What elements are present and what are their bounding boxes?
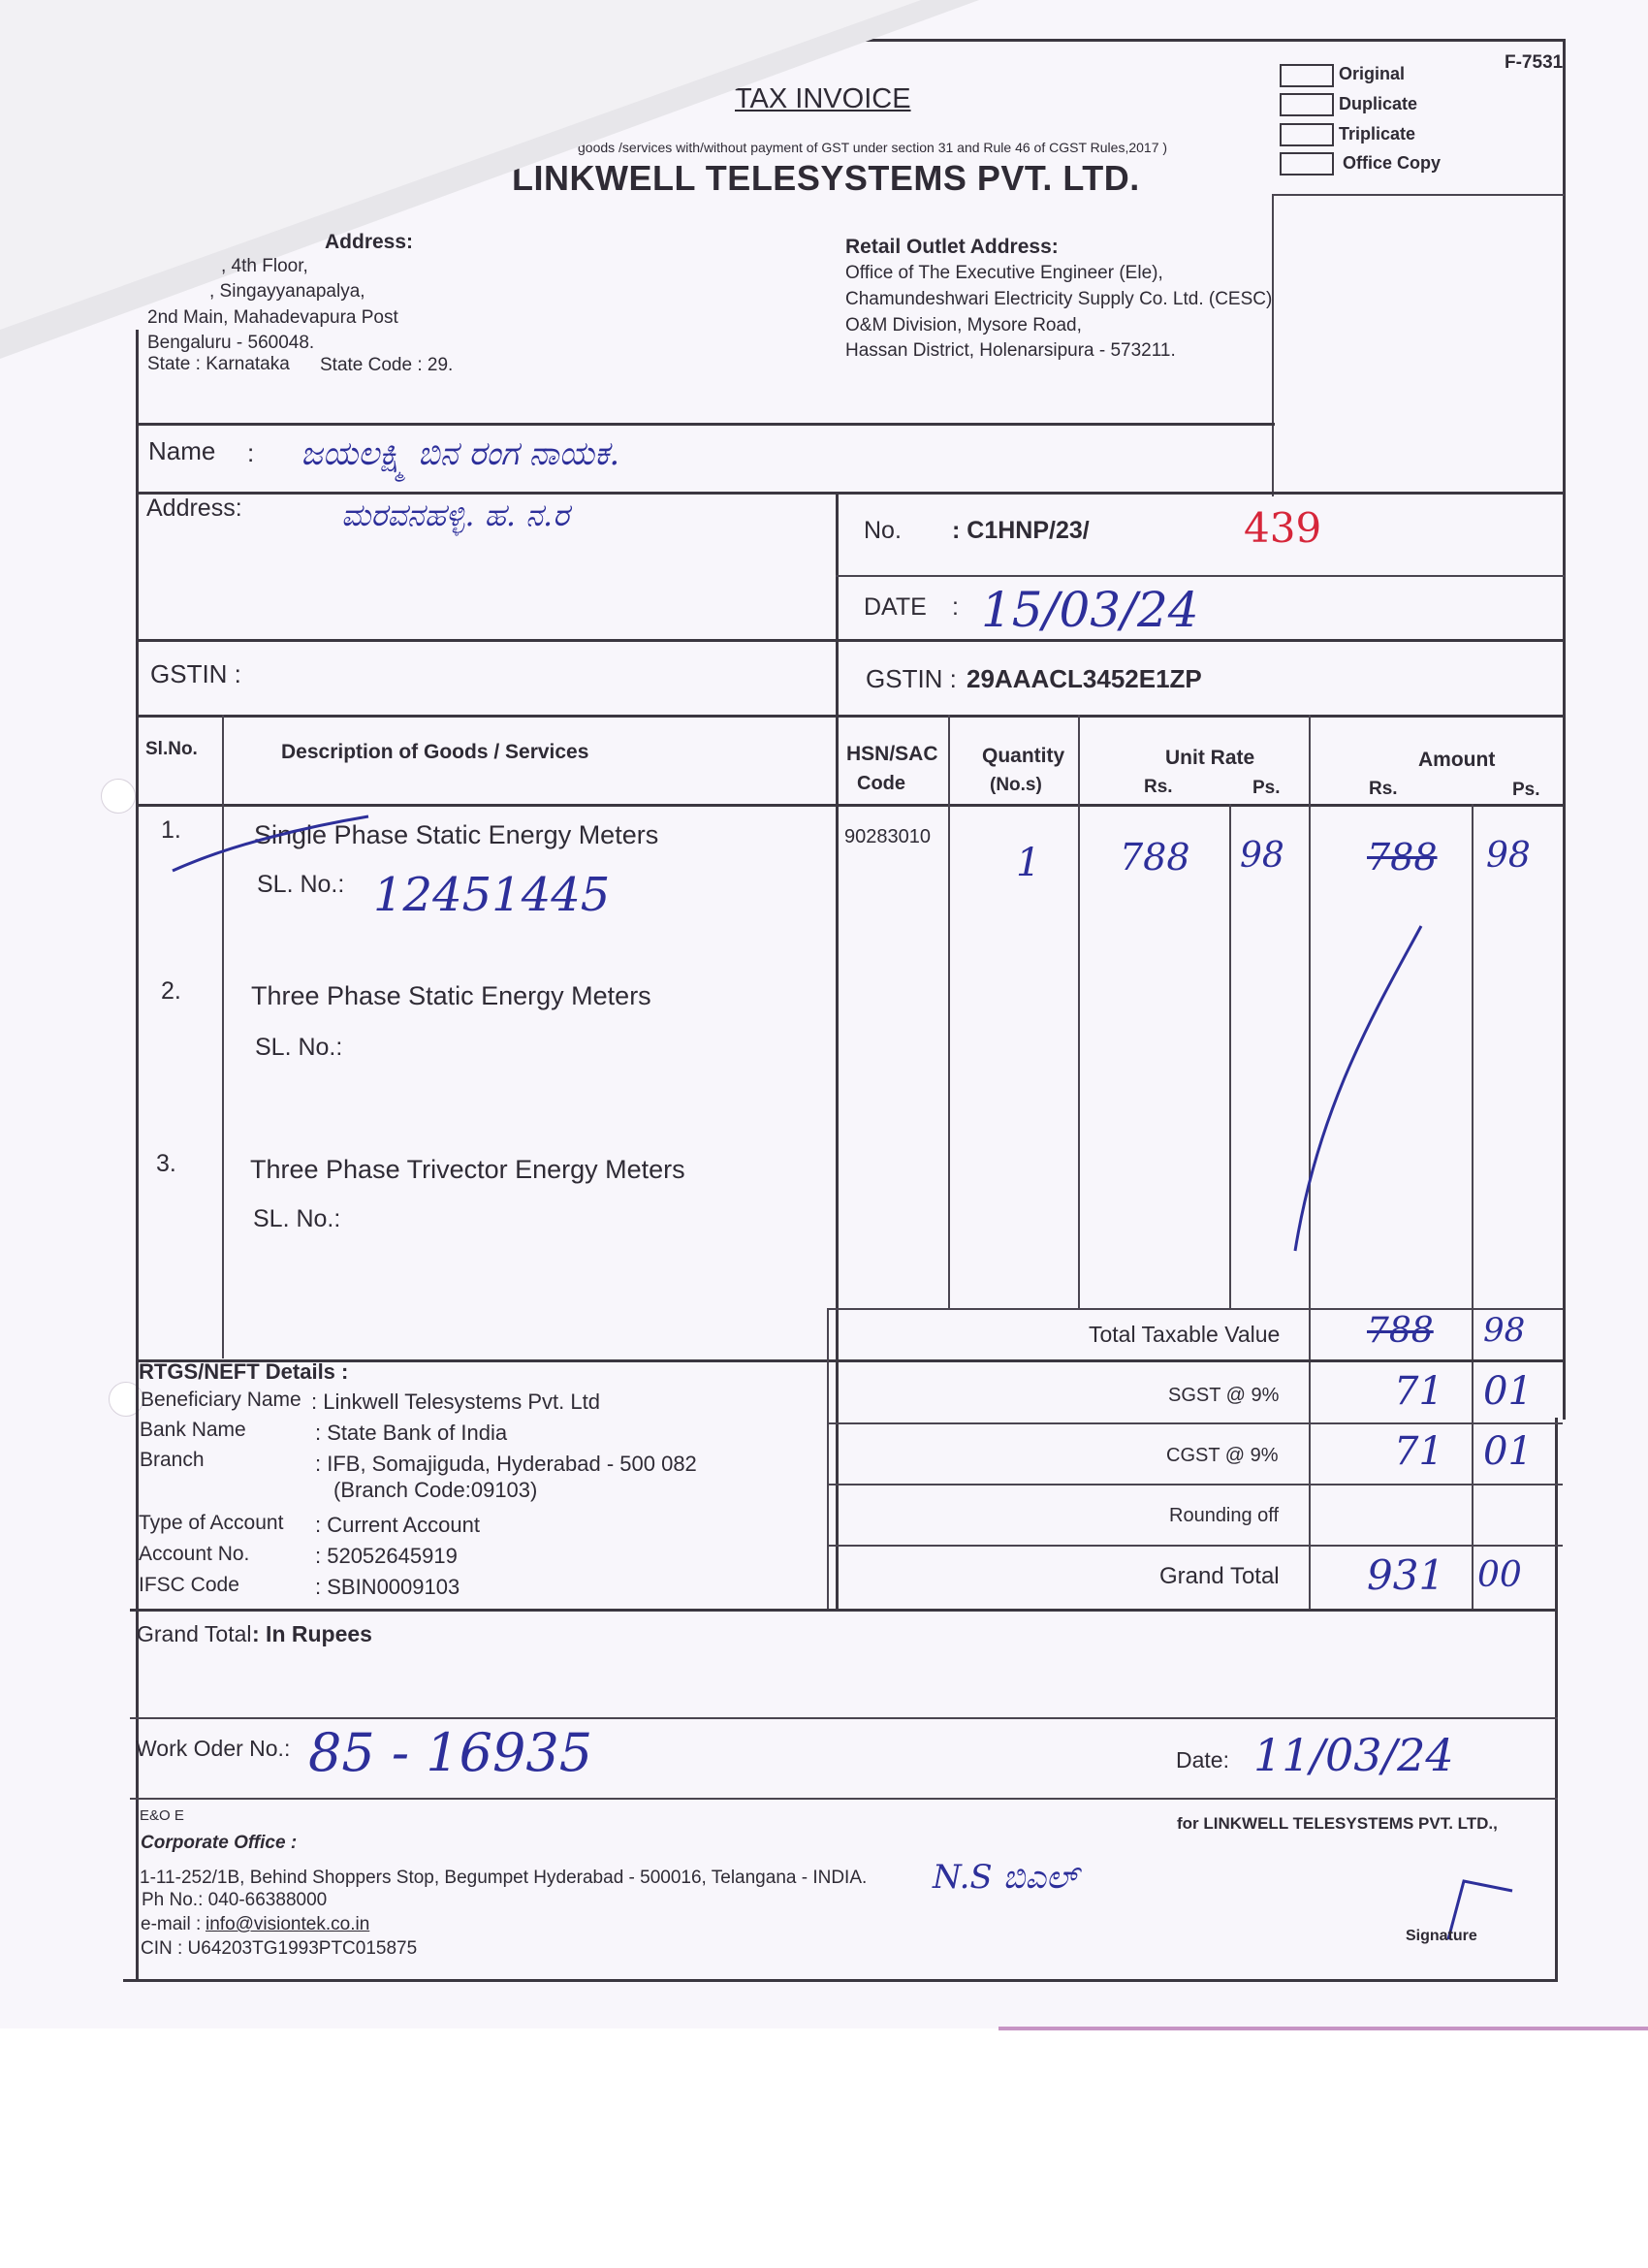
signature-label: Signature	[1406, 1928, 1477, 1944]
total-label: Total Taxable Value	[1089, 1322, 1281, 1347]
row-number: 2.	[161, 977, 181, 1005]
grand-total-ps: 00	[1477, 1555, 1522, 1595]
rule-totals	[829, 1308, 1563, 1310]
row-description: Three Phase Trivector Energy Meters	[250, 1155, 685, 1184]
bank-value: : SBIN0009103	[315, 1575, 460, 1599]
bank-value: : Linkwell Telesystems Pvt. Ltd	[311, 1390, 600, 1414]
bank-value: : State Bank of India	[315, 1421, 508, 1445]
reg-address-line: , 4th Floor,	[221, 256, 308, 276]
rule-totals	[829, 1422, 1563, 1424]
invoice-no-prefix: : C1HNP/23/	[952, 517, 1090, 544]
row-sl-label: SL. No.:	[257, 871, 345, 898]
bank-heading: RTGS/NEFT Details :	[139, 1359, 349, 1384]
sgst-rs: 71	[1394, 1369, 1443, 1414]
row-amt-rs: 788	[1367, 836, 1438, 878]
rule-totals	[829, 1545, 1563, 1547]
work-order-date-value: 11/03/24	[1253, 1729, 1454, 1781]
cin: CIN : U64203TG1993PTC015875	[141, 1938, 418, 1959]
row-description: Single Phase Static Energy Meters	[254, 820, 659, 849]
col-amt-rs: Rs.	[1369, 779, 1398, 799]
rounding-label: Rounding off	[1169, 1505, 1280, 1526]
form-code: F-7531	[1505, 52, 1564, 73]
retail-outlet-line: Chamundeshwari Electricity Supply Co. Ltd. (CESC)	[845, 289, 1273, 309]
reg-address-heading: Address:	[325, 231, 414, 253]
col-amount: Amount	[1418, 749, 1496, 771]
col-hsn: HSN/SAC	[846, 743, 938, 765]
retail-outlet-line: O&M Division, Mysore Road,	[845, 315, 1082, 335]
row-amt-ps: 98	[1486, 836, 1531, 876]
address-label: Address:	[146, 495, 242, 522]
copy-label: Duplicate	[1339, 94, 1418, 113]
work-order-label: Work Oder No.:	[136, 1736, 291, 1761]
work-order-value: 85 - 16935	[308, 1722, 593, 1783]
col-sl: Sl.No.	[145, 739, 198, 759]
bank-value: (Branch Code:09103)	[333, 1478, 538, 1502]
handwritten-note: N.S ಬಿಎಲ್	[933, 1858, 1079, 1897]
col-desc: Description of Goods / Services	[281, 741, 589, 763]
total-rs: 788	[1367, 1311, 1434, 1351]
reg-address-line: , Singayyanapalya,	[209, 281, 365, 302]
row-rate-ps: 98	[1240, 836, 1284, 876]
col-unit-ps: Ps.	[1252, 778, 1281, 798]
col-qty: Quantity	[982, 745, 1065, 767]
eoe: E&O E	[140, 1807, 184, 1824]
corporate-phone: Ph No.: 040-66388000	[142, 1890, 328, 1910]
corporate-office-heading: Corporate Office :	[141, 1833, 298, 1853]
col-rule	[827, 1308, 829, 1612]
buyer-gstin-label: GSTIN :	[150, 659, 241, 688]
bank-label: Bank Name	[140, 1419, 246, 1441]
row-rate-rs: 788	[1120, 836, 1190, 878]
rule-work-order-top	[130, 1717, 1558, 1719]
reg-address-line: Bengaluru - 560048.	[147, 333, 315, 353]
company-name: LINKWELL TELESYSTEMS PVT. LTD.	[512, 158, 1140, 198]
grand-total-words-label: Grand Total	[137, 1621, 252, 1646]
date-colon: :	[952, 593, 959, 621]
row-sl-value: 12451445	[373, 868, 611, 922]
date-label: DATE	[864, 593, 927, 621]
reg-state-code: State Code : 29.	[320, 355, 454, 375]
retail-outlet-line: Hassan District, Holenarsipura - 573211.	[845, 340, 1176, 361]
row-sl-label: SL. No.:	[255, 1034, 343, 1061]
row-number: 1.	[161, 816, 181, 844]
row-number: 3.	[156, 1150, 176, 1177]
cgst-rs: 71	[1394, 1429, 1443, 1474]
grand-total-words-value: : In Rupees	[252, 1621, 372, 1646]
cgst-label: CGST @ 9%	[1166, 1445, 1279, 1466]
copy-label: Original	[1339, 64, 1406, 83]
bank-value: : Current Account	[315, 1513, 480, 1537]
row-sl-label: SL. No.:	[253, 1205, 341, 1232]
reg-state: State : Karnataka	[147, 354, 290, 374]
bank-label: IFSC Code	[139, 1574, 239, 1596]
rule-totals	[829, 1484, 1563, 1485]
seller-gstin-value: 29AAACL3452E1ZP	[967, 664, 1202, 693]
rule-words-top	[130, 1609, 1558, 1612]
bank-label: Beneficiary Name	[141, 1389, 301, 1411]
total-ps: 98	[1483, 1311, 1526, 1350]
bank-label: Account No.	[139, 1543, 250, 1565]
work-order-date-label: Date:	[1176, 1747, 1229, 1773]
grand-total-rs: 931	[1367, 1551, 1445, 1599]
row-qty: 1	[1016, 841, 1041, 885]
name-label: Name	[148, 436, 216, 465]
rule-footer-top	[130, 1798, 1558, 1800]
invoice-no-number: 439	[1244, 504, 1322, 552]
email-link[interactable]: info@visiontek.co.in	[206, 1914, 370, 1934]
corporate-address: 1-11-252/1B, Behind Shoppers Stop, Begumpet Hyderabad - 500016, Telangana - INDIA.	[140, 1868, 868, 1888]
retail-outlet-heading: Retail Outlet Address:	[845, 236, 1059, 258]
email-label: e-mail :	[141, 1914, 202, 1934]
col-amt-ps: Ps.	[1512, 780, 1540, 800]
reg-address-line: 2nd Main, Mahadevapura Post	[147, 307, 398, 328]
grand-total-label: Grand Total	[1159, 1563, 1280, 1589]
row-hsn: 90283010	[844, 826, 931, 847]
buyer-name-value: ಜಯಲಕ್ಷ್ಮಿ ಬಿನ ರಂಗ ನಾಯಕ.	[301, 434, 620, 473]
col-unit-rate: Unit Rate	[1165, 747, 1255, 769]
bank-value: : 52052645919	[315, 1544, 458, 1568]
for-company: for LINKWELL TELESYSTEMS PVT. LTD.,	[1177, 1814, 1498, 1833]
sgst-ps: 01	[1483, 1369, 1533, 1414]
name-colon: :	[247, 438, 255, 467]
seller-gstin-label: GSTIN :	[866, 664, 957, 693]
invoice-no-label: No.	[864, 517, 902, 544]
col-hsn-code: Code	[857, 773, 905, 794]
sgst-label: SGST @ 9%	[1168, 1385, 1280, 1406]
col-qty-unit: (No.s)	[990, 775, 1042, 795]
bank-value: : IFB, Somajiguda, Hyderabad - 500 082	[315, 1452, 697, 1476]
bank-label: Type of Account	[139, 1512, 284, 1534]
invoice-title: TAX INVOICE	[735, 83, 911, 114]
invoice-date-value: 15/03/24	[981, 582, 1199, 638]
retail-outlet-line: Office of The Executive Engineer (Ele),	[845, 263, 1163, 283]
col-unit-rs: Rs.	[1144, 777, 1173, 797]
rule-bank-top	[136, 1359, 1565, 1362]
copy-label: Triplicate	[1339, 124, 1416, 144]
bank-label: Branch	[140, 1449, 205, 1471]
buyer-address-value: ಮರವನಹಳ್ಳಿ. ಹ. ನ.ರ	[341, 496, 570, 533]
cgst-ps: 01	[1483, 1429, 1533, 1474]
row-description: Three Phase Static Energy Meters	[251, 981, 651, 1010]
invoice-subtitle: goods /services with/without payment of GST under section 31 and Rule 46 of CGST Rules,2017 )	[578, 140, 1168, 155]
copy-label: Office Copy	[1343, 153, 1442, 173]
